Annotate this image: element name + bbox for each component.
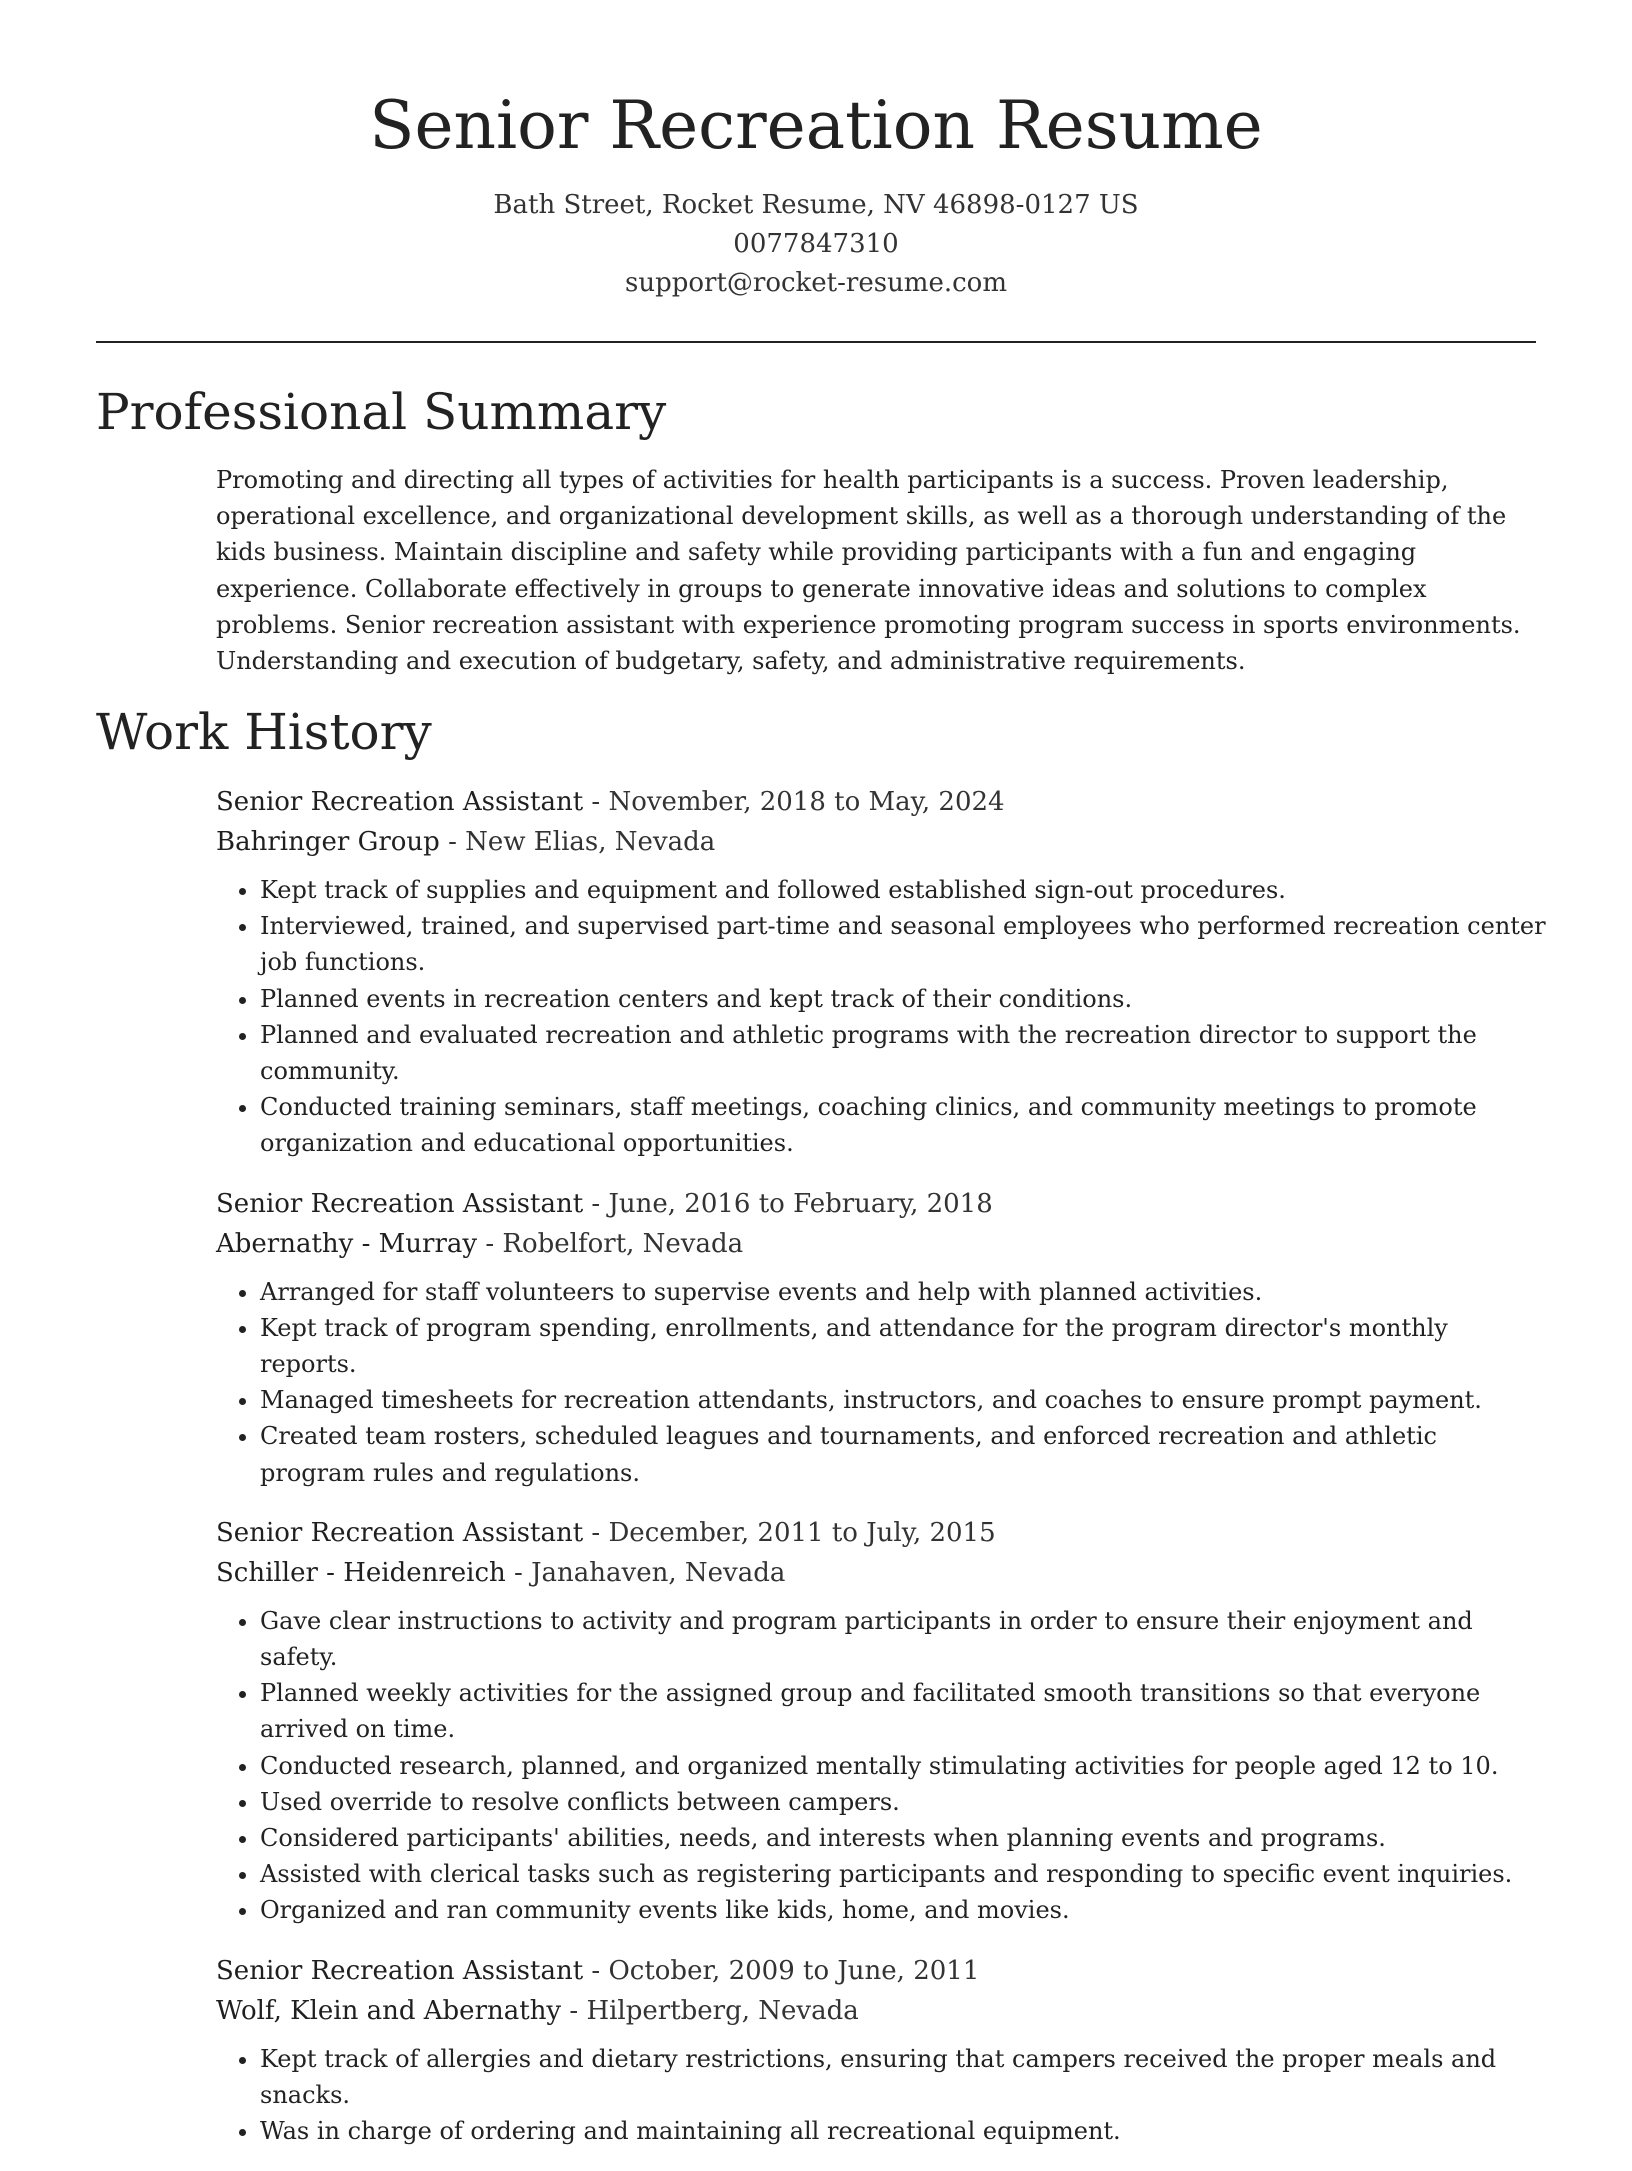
job-title: Senior Recreation Assistant (216, 787, 584, 817)
job-bullets (216, 1274, 1546, 1491)
job-company-line (216, 1553, 1546, 1593)
job-bullet: • Managed timesheets for recreation attendants, instructors, and coaches to ensure prompt payment. (260, 1382, 1546, 1418)
job-title-line (216, 1184, 1546, 1224)
job-bullet: • Conducted training seminars, staff meetings, coaching clinics, and community meetings to promote organization and educational opportunities. (260, 1089, 1546, 1161)
job-bullet: • Was in charge of ordering and maintaining all recreational equipment. (260, 2113, 1546, 2149)
job-bullet: • Considered participants' abilities, needs, and interests when planning events and programs. (260, 1820, 1546, 1856)
job-location: - New Elias, Nevada (439, 827, 716, 857)
job-bullet: • Kept track of program spending, enrollments, and attendance for the program director's monthly reports. (260, 1310, 1546, 1382)
contact-phone: 0077847310 (733, 229, 899, 259)
job-bullet: • Interviewed, trained, and supervised part-time and seasonal employees who performed recreation center job functions. (260, 908, 1546, 980)
job-entry (216, 1951, 1546, 2150)
job-company: Schiller - Heidenreich (216, 1557, 506, 1588)
job-bullets (216, 872, 1546, 1162)
job-bullet: • Organized and ran community events like kids, home, and movies. (260, 1892, 1546, 1928)
job-entry (216, 1513, 1546, 1929)
job-dates: - October, 2009 to June, 2011 (583, 1955, 980, 1986)
job-title-line (216, 1513, 1546, 1553)
resume-title: Senior Recreation Resume (369, 87, 1263, 164)
job-location: - Hilpertberg, Nevada (561, 1995, 859, 2026)
job-dates: - November, 2018 to May, 2024 (583, 787, 1005, 817)
job-location: - Robelfort, Nevada (477, 1228, 744, 1259)
contact-email: support@rocket-resume.com (624, 268, 1007, 298)
header-divider (96, 341, 1536, 343)
job-bullet: • Used override to resolve conflicts between campers. (260, 1784, 1546, 1820)
job-company-line (216, 1991, 1546, 2031)
job-bullet: • Planned and evaluated recreation and athletic programs with the recreation director to support the community. (260, 1017, 1546, 1089)
job-bullet: • Assisted with clerical tasks such as registering participants and responding to specific event inquiries. (260, 1856, 1546, 1892)
job-entry (216, 782, 1546, 1162)
contact-address: Bath Street, Rocket Resume, NV 46898-0127 US (493, 190, 1139, 220)
job-bullet: • Gave clear instructions to activity and program participants in order to ensure their enjoyment and safety. (260, 1603, 1546, 1675)
job-company: Bahringer Group (216, 827, 440, 857)
job-company-line (216, 822, 1546, 862)
job-company: Abernathy - Murray (216, 1228, 478, 1259)
work-history-heading: Work History (96, 703, 432, 761)
job-title-line (216, 782, 1546, 822)
job-dates: - June, 2016 to February, 2018 (583, 1188, 993, 1219)
job-bullet: • Planned events in recreation centers and kept track of their conditions. (260, 981, 1546, 1017)
job-bullet: • Arranged for staff volunteers to supervise events and help with planned activities. (260, 1274, 1546, 1310)
job-company-line (216, 1224, 1546, 1264)
job-bullet: • Created team rosters, scheduled leagues and tournaments, and enforced recreation and athletic program rules and regulations. (260, 1418, 1546, 1490)
resume-header (0, 0, 1632, 303)
job-location: - Janahaven, Nevada (505, 1557, 786, 1588)
job-bullet: • Conducted research, planned, and organized mentally stimulating activities for people aged 12 to 10. (260, 1748, 1546, 1784)
job-company: Wolf, Klein and Abernathy (216, 1995, 562, 2026)
summary-heading: Professional Summary (96, 383, 667, 441)
job-title: Senior Recreation Assistant (216, 1955, 584, 1986)
job-title-line (216, 1951, 1546, 1991)
work-history-list (216, 782, 1546, 2171)
job-bullets (216, 2041, 1546, 2150)
job-bullet: • Planned weekly activities for the assigned group and facilitated smooth transitions so that everyone arrived on time. (260, 1675, 1546, 1747)
job-title: Senior Recreation Assistant (216, 1188, 584, 1219)
job-bullet: • Kept track of supplies and equipment and followed established sign-out procedures. (260, 872, 1546, 908)
summary-text: Promoting and directing all types of activities for health participants is a success. Proven leadership, operational excellence, and organizational development skills, as well as a thorough understanding of the kids business. Maintain discipline and safety while providing participants with a fun and engaging experience. Collaborate effectively in groups to generate innovative ideas and solutions to complex problems. Senior recreation assistant with experience promoting program success in sports environments. Understanding and execution of budgetary, safety, and administrative requirements. (216, 466, 1521, 676)
contact-block (0, 186, 1632, 303)
job-entry (216, 1184, 1546, 1491)
job-dates: - December, 2011 to July, 2015 (583, 1517, 996, 1548)
job-bullet: • Kept track of allergies and dietary restrictions, ensuring that campers received the proper meals and snacks. (260, 2041, 1546, 2113)
job-bullets (216, 1603, 1546, 1929)
job-title: Senior Recreation Assistant (216, 1517, 584, 1548)
